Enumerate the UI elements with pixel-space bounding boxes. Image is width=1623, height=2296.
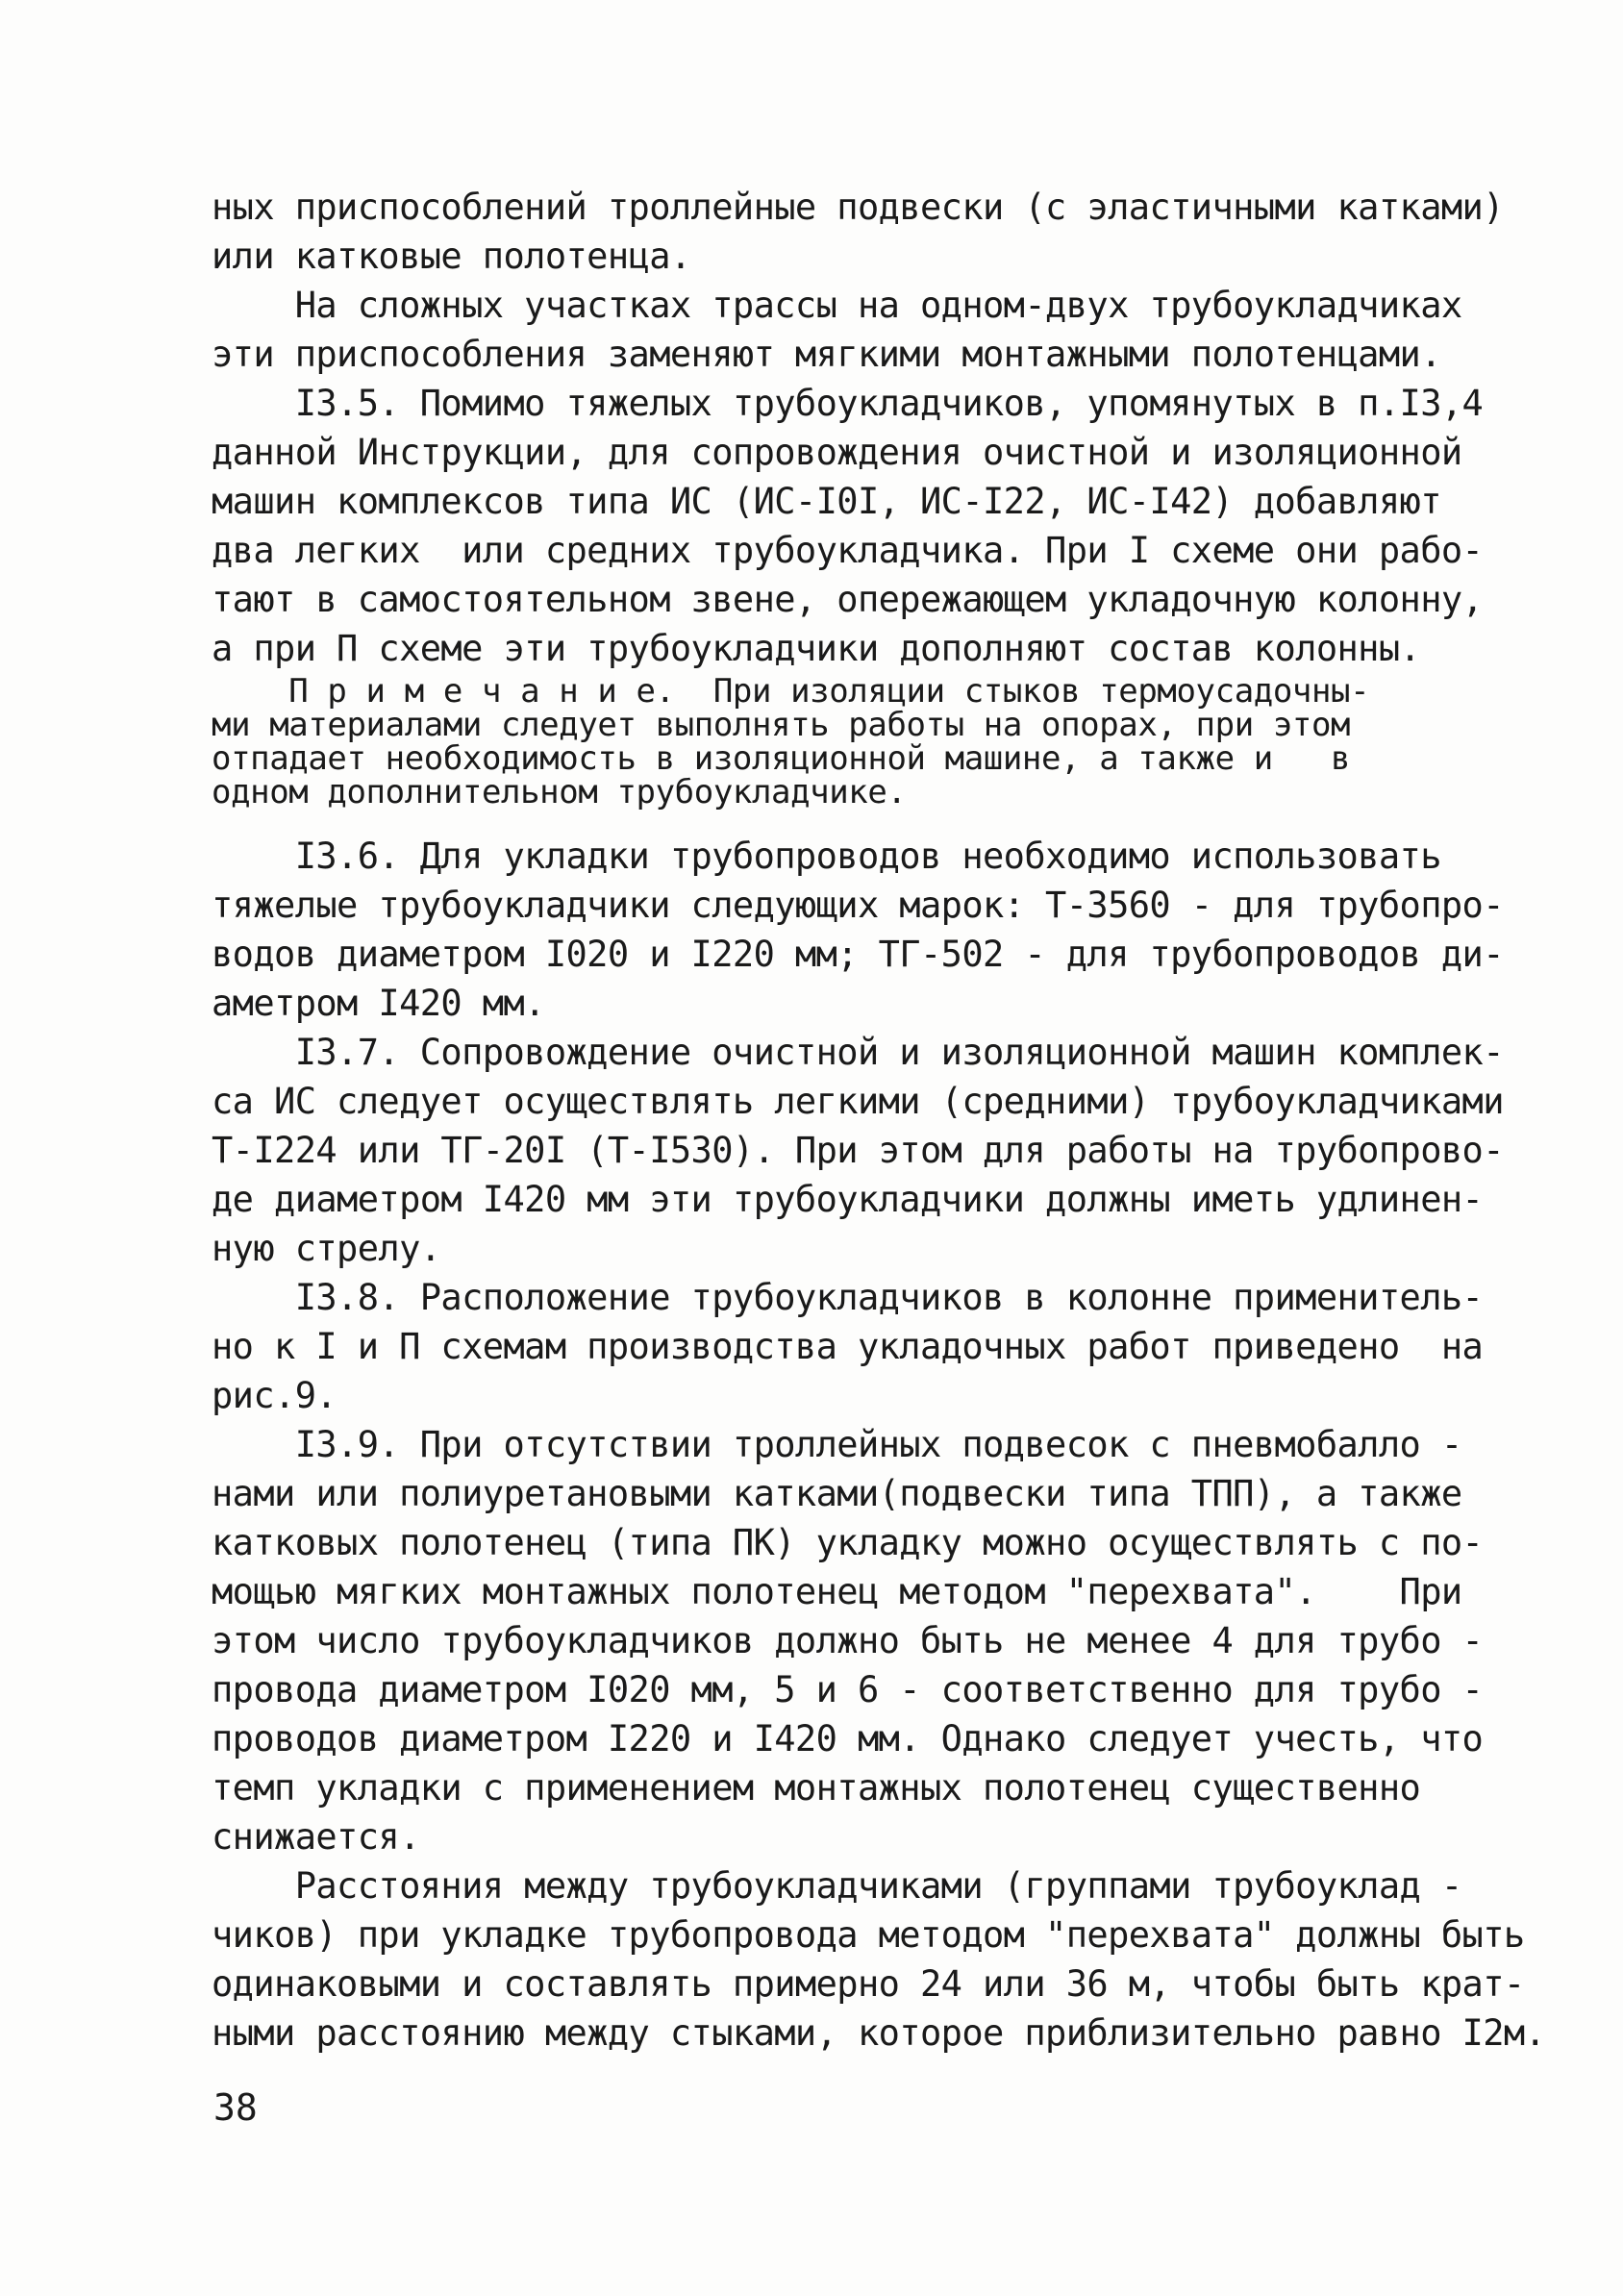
text-line: водов диаметром I020 и I220 мм; ТГ-502 - для трубопроводов ди- — [212, 934, 1504, 975]
text-line: мощью мягких монтажных полотенец методом "перехвата". При — [212, 1571, 1462, 1612]
text-line: ными расстоянию между стыками, которое приблизительно равно I2м. — [212, 2012, 1546, 2054]
text-line: чиков) при укладке трубопровода методом "перехвата" должны быть — [212, 1914, 1525, 1956]
text-line: провода диаметром I020 мм, 5 и 6 - соответственно для трубо - — [212, 1669, 1484, 1710]
text-line: нами или полиуретановыми катками(подвески типа ТПП), а также — [212, 1473, 1462, 1514]
text-line: I3.6. Для укладки трубопроводов необходимо использовать — [212, 836, 1441, 877]
text-line: одинаковыми и составлять примерно 24 или 36 м, чтобы быть крат- — [212, 1963, 1525, 2005]
text-block-bottom — [212, 832, 1546, 2058]
text-line: или катковые полотенца. — [212, 236, 691, 277]
text-line: темп укладки с применением монтажных полотенец существенно — [212, 1767, 1421, 1809]
text-line: са ИС следует осуществлять легкими (средними) трубоукладчиками — [212, 1081, 1504, 1122]
note-line: ми материалами следует выполнять работы на опорах, при этом — [212, 706, 1351, 744]
text-line: а при П схеме эти трубоукладчики дополняют состав колонны. — [212, 628, 1421, 669]
note-line: отпадает необходимость в изоляционной машине, а также и в — [212, 739, 1351, 778]
text-line: проводов диаметром I220 и I420 мм. Однако следует учесть, что — [212, 1718, 1484, 1759]
note-block — [212, 672, 1500, 811]
text-line: I3.8. Расположение трубоукладчиков в колонне применитель- — [212, 1277, 1484, 1318]
text-line: тают в самостоятельном звене, опережающем укладочную колонну, — [212, 579, 1484, 620]
text-line: На сложных участках трассы на одном-двух трубоукладчиках — [212, 285, 1462, 326]
text-line: машин комплексов типа ИС (ИС-I0I, ИС-I22, ИС-I42) добавляют — [212, 481, 1441, 522]
text-line: ных приспособлений троллейные подвески (с эластичными катками) — [212, 187, 1504, 228]
text-line: I3.7. Сопровождение очистной и изоляционной машин комплек- — [212, 1032, 1504, 1073]
page-number: 38 — [213, 2086, 258, 2129]
text-line: данной Инструкции, для сопровождения очистной и изоляционной — [212, 432, 1462, 473]
text-line: I3.5. Помимо тяжелых трубоукладчиков, упомянутых в п.I3,4 — [212, 383, 1484, 424]
text-line: аметром I420 мм. — [212, 983, 545, 1024]
text-line: но к I и П схемам производства укладочных работ приведено на — [212, 1326, 1484, 1367]
text-line: тяжелые трубоукладчики следующих марок: Т-3560 - для трубопро- — [212, 885, 1504, 926]
text-line: Расстояния между трубоукладчиками (группами трубоуклад - — [212, 1865, 1462, 1907]
note-line: одном дополнительном трубоукладчике. — [212, 773, 907, 811]
text-line: I3.9. При отсутствии троллейных подвесок с пневмобалло - — [212, 1424, 1462, 1465]
text-line: де диаметром I420 мм эти трубоукладчики должны иметь удлинен- — [212, 1179, 1484, 1220]
text-line: этом число трубоукладчиков должно быть не менее 4 для трубо - — [212, 1620, 1484, 1661]
text-block-top — [212, 183, 1504, 673]
note-line: П р и м е ч а н и е. При изоляции стыков термоусадочны- — [212, 672, 1370, 711]
text-line: эти приспособления заменяют мягкими монтажными полотенцами. — [212, 334, 1441, 375]
text-line: два легких или средних трубоукладчика. При I схеме они рабо- — [212, 530, 1484, 571]
text-line: снижается. — [212, 1816, 420, 1858]
text-line: Т-I224 или ТГ-20I (Т-I530). При этом для работы на трубопрово- — [212, 1130, 1504, 1171]
text-line: ную стрелу. — [212, 1228, 441, 1269]
text-line: рис.9. — [212, 1375, 337, 1416]
text-line: катковых полотенец (типа ПК) укладку можно осуществлять с по- — [212, 1522, 1484, 1563]
